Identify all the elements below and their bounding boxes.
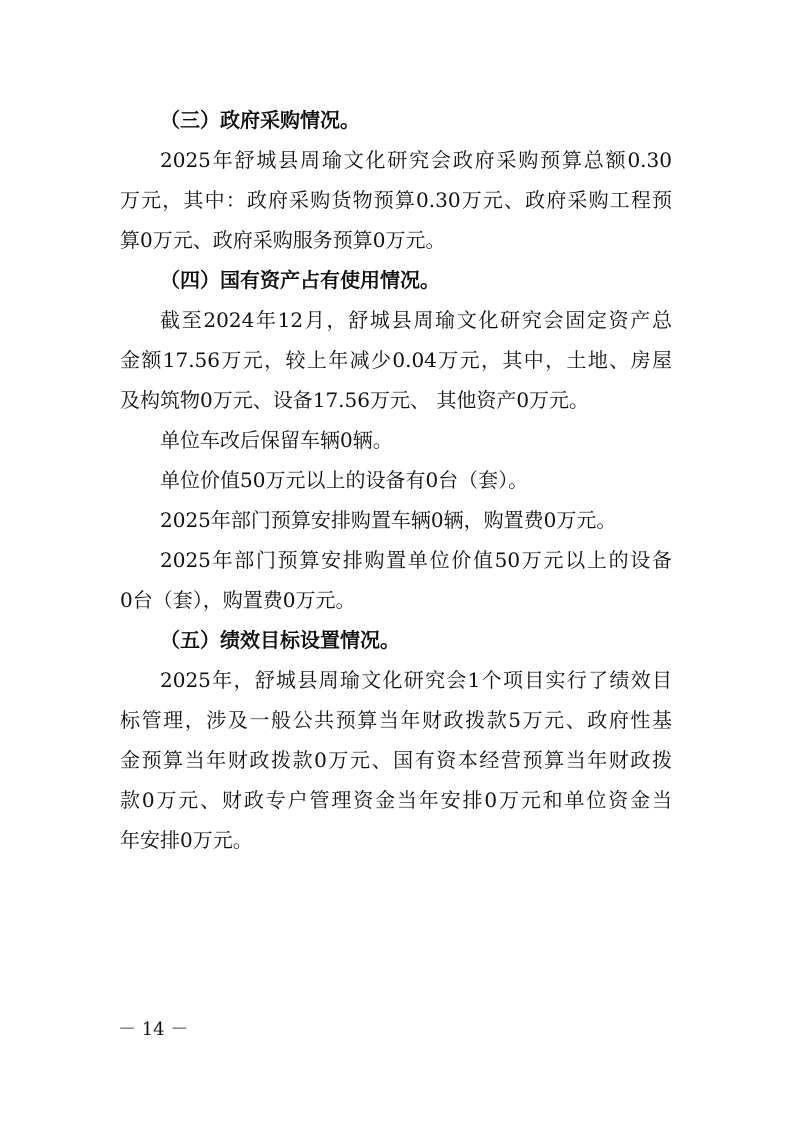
paragraph-line: 万元，其中：政府采购货物预算0.30万元、政府采购工程预 (120, 188, 672, 212)
paragraph-line: 金额17.56万元，较上年减少0.04万元，其中，土地、房屋 (120, 348, 672, 372)
paragraph-line: 金预算当年财政拨款0万元、国有资本经营预算当年财政拨 (120, 748, 672, 772)
section-heading-performance-goals: （五）绩效目标设置情况。 (160, 628, 400, 652)
paragraph-line: 标管理，涉及一般公共预算当年财政拨款5万元、政府性基 (120, 708, 672, 732)
paragraph-line: 2025年部门预算安排购置单位价值50万元以上的设备 (160, 548, 672, 572)
paragraph-line: 算0万元、政府采购服务预算0万元。 (120, 228, 446, 252)
paragraph-line: 2025年，舒城县周瑜文化研究会1个项目实行了绩效目 (160, 668, 672, 692)
paragraph-line: 2025年部门预算安排购置车辆0辆，购置费0万元。 (160, 508, 617, 532)
paragraph-line: 年安排0万元。 (120, 828, 253, 852)
paragraph-line: 单位车改后保留车辆0辆。 (160, 428, 393, 452)
paragraph-line: 款0万元、财政专户管理资金当年安排0万元和单位资金当 (120, 788, 672, 812)
section-heading-procurement: （三）政府采购情况。 (160, 108, 360, 132)
page-number: － 14 － (118, 1019, 189, 1040)
section-heading-state-assets: （四）国有资产占有使用情况。 (160, 268, 440, 292)
paragraph-line: 及构筑物0万元、设备17.56万元、 其他资产0万元。 (120, 388, 590, 412)
paragraph-line: 2025年舒城县周瑜文化研究会政府采购预算总额0.30 (160, 148, 672, 172)
paragraph-line: 截至2024年12月，舒城县周瑜文化研究会固定资产总 (160, 308, 672, 332)
paragraph-line: 0台（套），购置费0万元。 (120, 588, 356, 612)
paragraph-line: 单位价值50万元以上的设备有0台（套）。 (160, 468, 529, 492)
